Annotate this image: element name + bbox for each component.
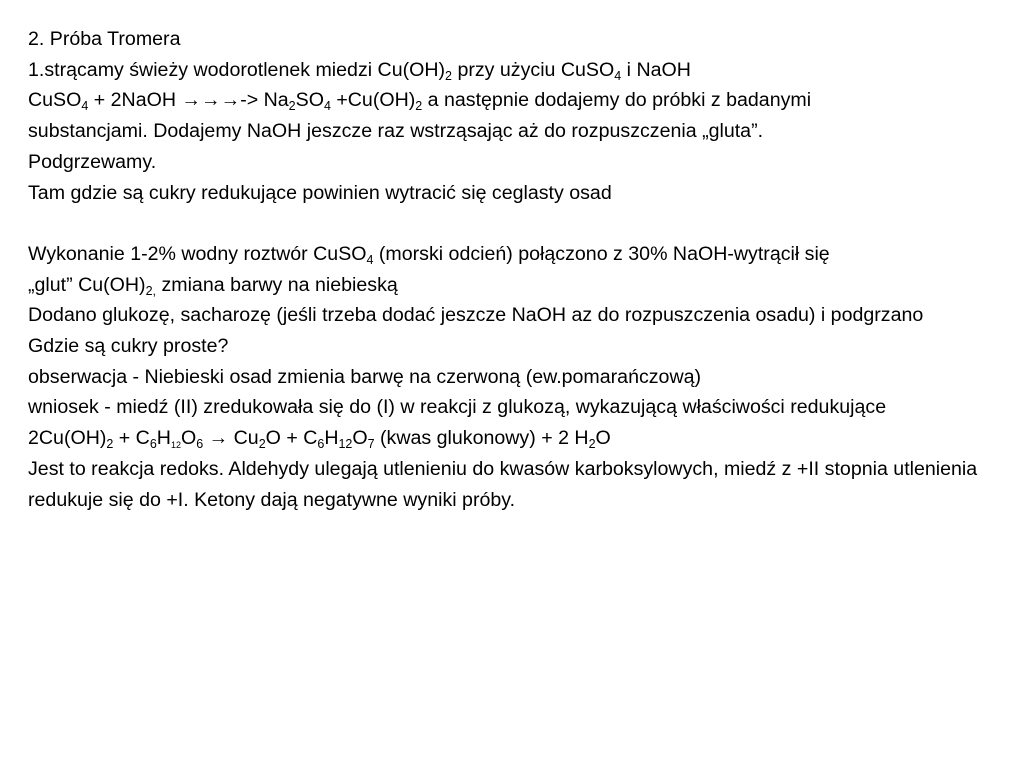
- reducing-sugar-note: Tam gdzie są cukry redukujące powinien wytracić się ceglasty osad: [28, 181, 612, 204]
- reaction-2-p8: O: [352, 427, 368, 450]
- reaction-1-b: + 2NaOH →→→-> Na: [88, 89, 289, 112]
- reaction-2-s7: 12: [338, 437, 353, 452]
- reaction-2-s5: 2: [258, 437, 266, 452]
- question-line: Gdzie są cukry proste?: [28, 335, 229, 358]
- reaction-2-s2: 6: [149, 437, 157, 452]
- heat-line: Podgrzewamy.: [28, 150, 157, 173]
- reaction-2-s6: 6: [317, 437, 325, 452]
- execution-sub-a: 4: [366, 252, 374, 267]
- reaction-1-sub-a: 4: [81, 99, 89, 114]
- redox-paragraph: Jest to reakcja redoks. Aldehydy ulegają utlenieniu do kwasów karboksylowych, miedź z +II stopnia utlenienia redukuje się do +I. Ketony dają negatywne wyniki próby.: [28, 457, 978, 511]
- step-1-sub-a: 2: [445, 68, 452, 83]
- execution-line: [28, 239, 1008, 270]
- reaction-1-a: CuSO: [28, 89, 82, 112]
- glut-text-a: „glut” Cu(OH): [28, 273, 146, 296]
- paragraph-1-continuation: substancjami. Dodajemy NaOH jeszcze raz wstrząsając aż do rozpuszczenia „gluta”.: [28, 120, 764, 143]
- reaction-2-s1: 2: [106, 437, 114, 452]
- reaction-2-p10: O: [595, 427, 611, 450]
- reaction-1-sub-d: 2: [415, 99, 423, 114]
- reaction-2-p3: H: [156, 427, 171, 450]
- execution-text-b: (morski odcień) połączono z 30% NaOH-wytrącił się: [373, 242, 830, 265]
- glut-text-b: zmiana barwy na niebieską: [156, 273, 398, 296]
- slide-text-block: [28, 24, 1008, 515]
- execution-text-a: Wykonanie 1-2% wodny roztwór CuSO: [28, 242, 367, 265]
- reaction-1-sub-c: 4: [323, 99, 331, 114]
- page-title: 2. Próba Tromera: [28, 28, 181, 50]
- step-1-text-c: i NaOH: [621, 58, 691, 81]
- reaction-2-p6: O + C: [265, 427, 318, 450]
- observation-line: obserwacja - Niebieski osad zmienia barwę na czerwoną (ew.pomarańczową): [28, 365, 702, 388]
- step-1-line: [28, 55, 1008, 86]
- reaction-2-line: [28, 423, 1008, 454]
- reaction-2-s8: 7: [367, 437, 375, 452]
- reaction-2-p5: → Cu: [203, 427, 259, 450]
- reaction-2-s9: 2: [588, 437, 596, 452]
- reaction-2-p7: H: [324, 427, 339, 450]
- reaction-2-s4: 6: [196, 437, 204, 452]
- step-1-sub-b: 4: [614, 68, 622, 83]
- reaction-1-sub-b: 2: [288, 99, 296, 114]
- conclusion-line: wniosek - miedź (II) zredukowała się do (I) w reakcji z glukozą, wykazującą właściwości redukujące: [28, 396, 887, 419]
- reaction-1-line: [28, 85, 1008, 116]
- reaction-2-p9: (kwas glukonowy) + 2 H: [374, 427, 589, 450]
- reaction-2-s3: 12: [170, 440, 181, 451]
- step-1-text-b: przy użyciu CuSO: [452, 58, 615, 81]
- reaction-2-p4: O: [180, 427, 197, 450]
- blank-line: [28, 208, 1008, 239]
- glut-line: [28, 270, 1008, 301]
- reaction-1-d: +Cu(OH): [330, 89, 416, 112]
- added-sugars-line: Dodano glukozę, sacharozę (jeśli trzeba dodać jeszcze NaOH az do rozpuszczenia osadu) i podgrzano: [28, 304, 924, 327]
- reaction-2-p1: 2Cu(OH): [28, 427, 107, 450]
- reaction-1-c: SO: [295, 89, 324, 112]
- glut-sub-a: 2,: [145, 283, 157, 298]
- step-1-text-a: 1.strącamy świeży wodorotlenek miedzi Cu(OH): [28, 58, 446, 81]
- reaction-2-p2: + C: [113, 427, 150, 450]
- reaction-1-e: a następnie dodajemy do próbki z badanymi: [422, 89, 812, 112]
